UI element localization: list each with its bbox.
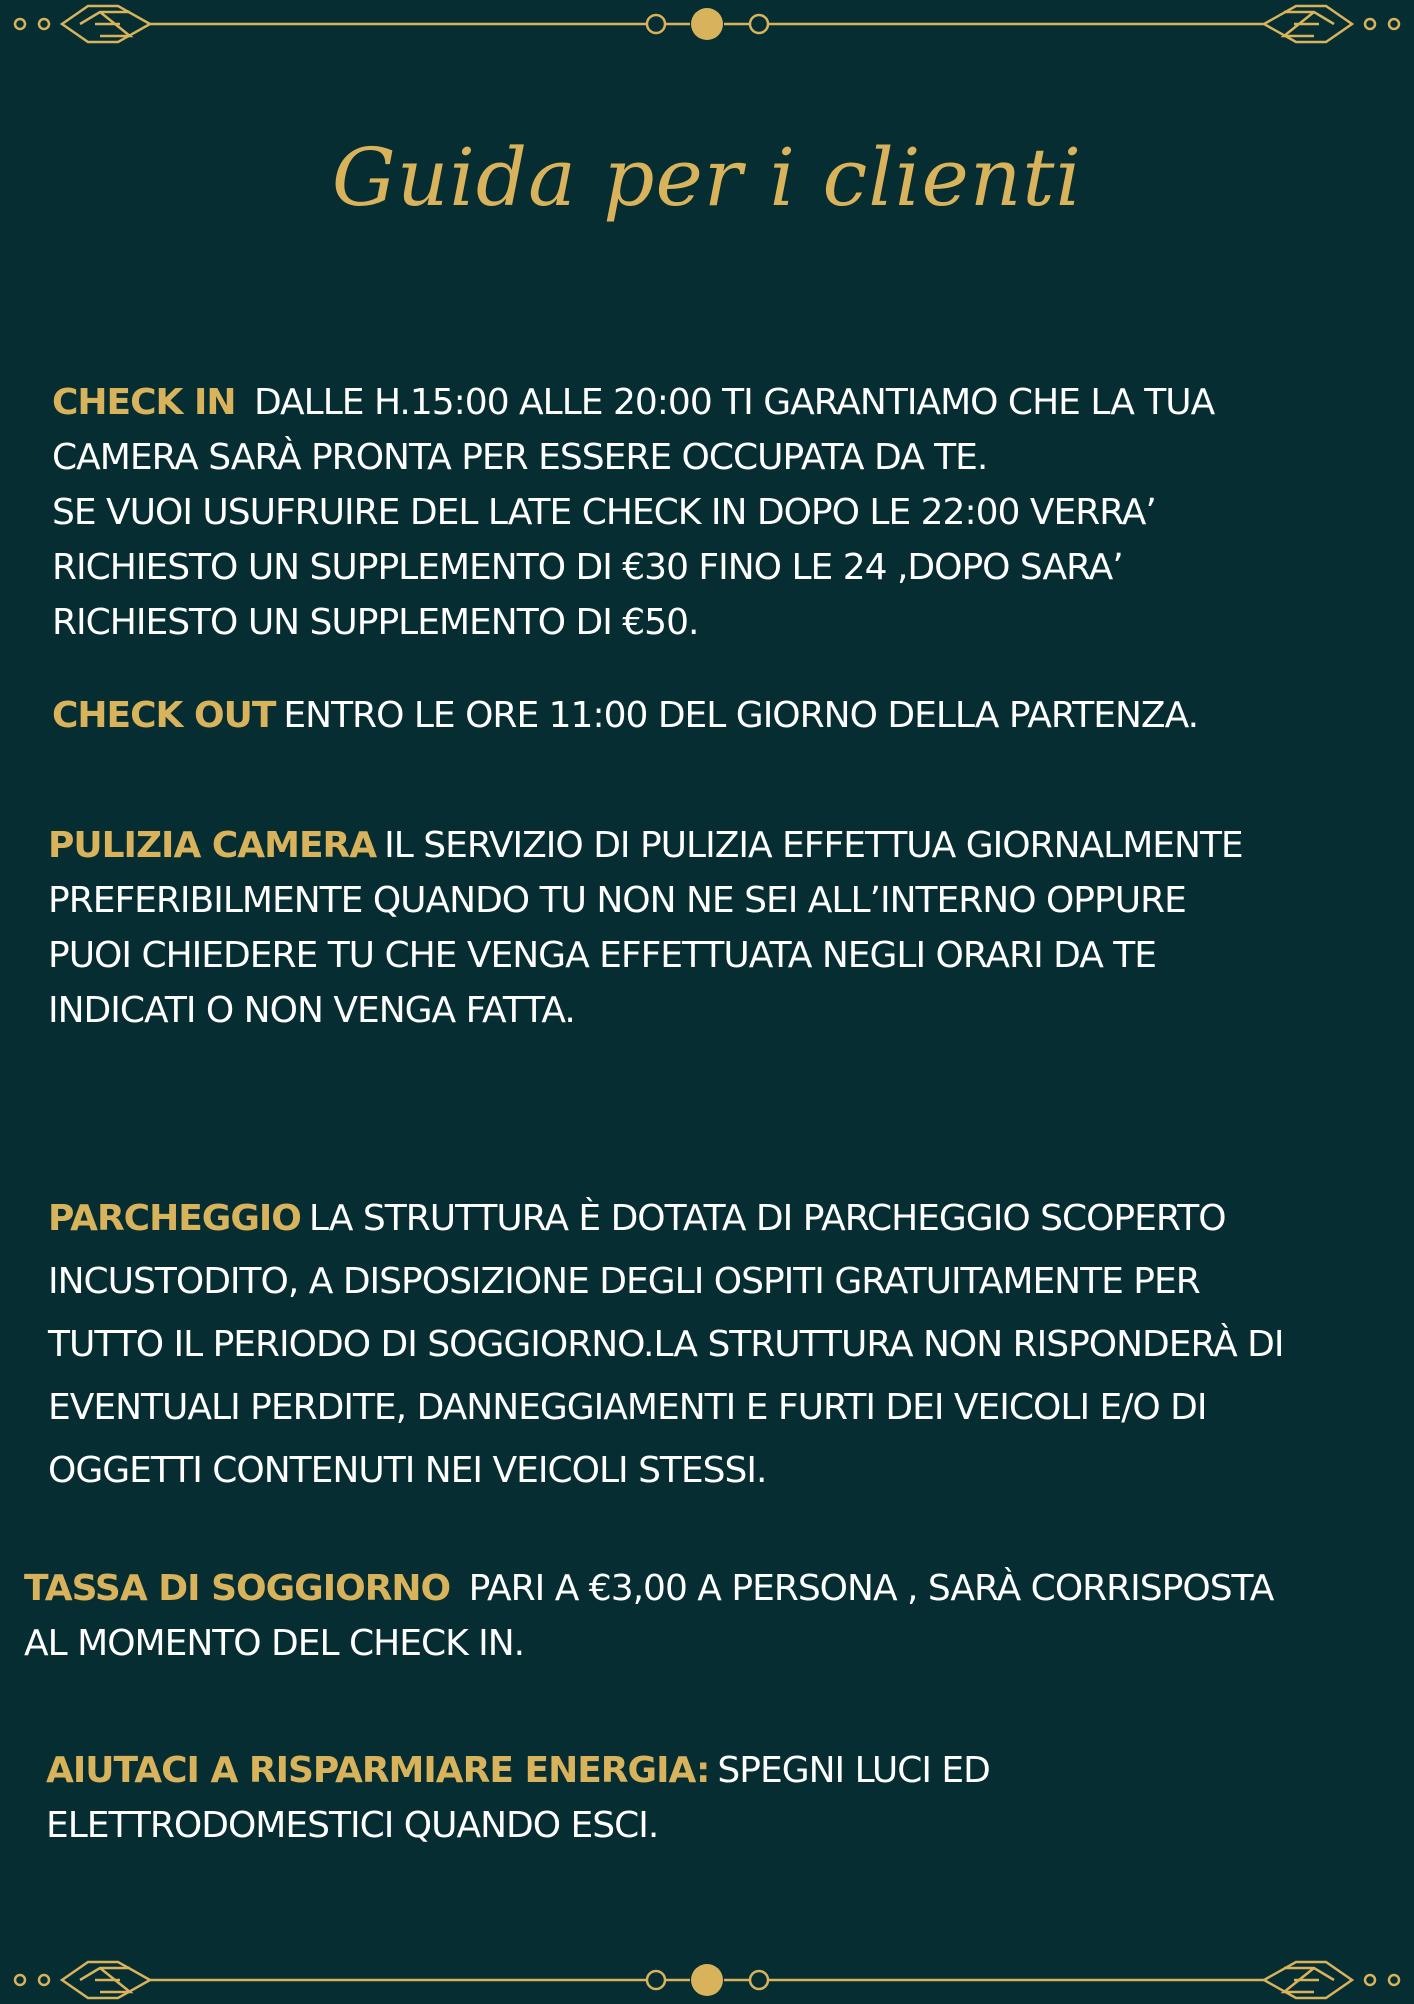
section-tassa-di-soggiorno	[24, 1561, 1273, 1671]
section-text: CAMERA SARÀ PRONTA PER ESSERE OCCUPATA DA TE.	[52, 437, 988, 478]
section-pulizia-camera	[48, 818, 1243, 1038]
section-label: PULIZIA CAMERA	[48, 825, 377, 866]
section-text: RICHIESTO UN SUPPLEMENTO DI €30 FINO LE 24 ,DOPO SARA’	[52, 547, 1123, 588]
section-check-out	[52, 688, 1198, 743]
section-text: ENTRO LE ORE 11:00 DEL GIORNO DELLA PARTENZA.	[283, 695, 1199, 736]
section-line	[52, 375, 1214, 430]
section-text: EVENTUALI PERDITE, DANNEGGIAMENTI E FURTI DEI VEICOLI E/O DI	[48, 1387, 1207, 1428]
section-label: CHECK IN	[52, 382, 236, 423]
section-line	[52, 688, 1198, 743]
art-deco-divider-icon	[0, 1954, 1414, 2004]
section-text: PARI A €3,00 A PERSONA , SARÀ CORRISPOSTA	[468, 1568, 1274, 1609]
section-text: PREFERIBILMENTE QUANDO TU NON NE SEI ALL’INTERNO OPPURE	[48, 880, 1186, 921]
section-line	[46, 1743, 990, 1798]
section-line	[24, 1561, 1273, 1616]
section-text: LA STRUTTURA È DOTATA DI PARCHEGGIO SCOPERTO	[308, 1198, 1226, 1239]
section-parcheggio	[48, 1187, 1284, 1502]
section-text: RICHIESTO UN SUPPLEMENTO DI €50.	[52, 602, 699, 643]
section-line	[48, 818, 1243, 873]
section-text: OGGETTI CONTENUTI NEI VEICOLI STESSI.	[48, 1450, 767, 1491]
art-deco-divider-icon	[0, 0, 1414, 50]
section-text: SPEGNI LUCI ED	[717, 1750, 990, 1791]
section-risparmio-energia	[46, 1743, 990, 1853]
section-text: DALLE H.15:00 ALLE 20:00 TI GARANTIAMO CHE LA TUA	[253, 382, 1215, 423]
section-text: AL MOMENTO DEL CHECK IN.	[24, 1623, 525, 1664]
section-label: CHECK OUT	[52, 695, 276, 736]
section-label: PARCHEGGIO	[48, 1198, 301, 1239]
section-text: ELETTRODOMESTICI QUANDO ESCI.	[46, 1805, 659, 1846]
section-text: INDICATI O NON VENGA FATTA.	[48, 990, 575, 1031]
section-text: PUOI CHIEDERE TU CHE VENGA EFFETTUATA NEGLI ORARI DA TE	[48, 935, 1157, 976]
section-label: TASSA DI SOGGIORNO	[24, 1568, 451, 1609]
section-check-in	[52, 375, 1214, 650]
section-text: SE VUOI USUFRUIRE DEL LATE CHECK IN DOPO LE 22:00 VERRA’	[52, 492, 1156, 533]
section-text: IL SERVIZIO DI PULIZIA EFFETTUA GIORNALMENTE	[384, 825, 1243, 866]
section-line	[48, 1187, 1284, 1250]
section-text: INCUSTODITO, A DISPOSIZIONE DEGLI OSPITI GRATUITAMENTE PER	[48, 1261, 1200, 1302]
section-label: AIUTACI A RISPARMIARE ENERGIA:	[46, 1750, 710, 1791]
page-title: Guida per i clienti	[331, 131, 1083, 224]
section-text: TUTTO IL PERIODO DI SOGGIORNO.LA STRUTTURA NON RISPONDERÀ DI	[48, 1324, 1284, 1365]
